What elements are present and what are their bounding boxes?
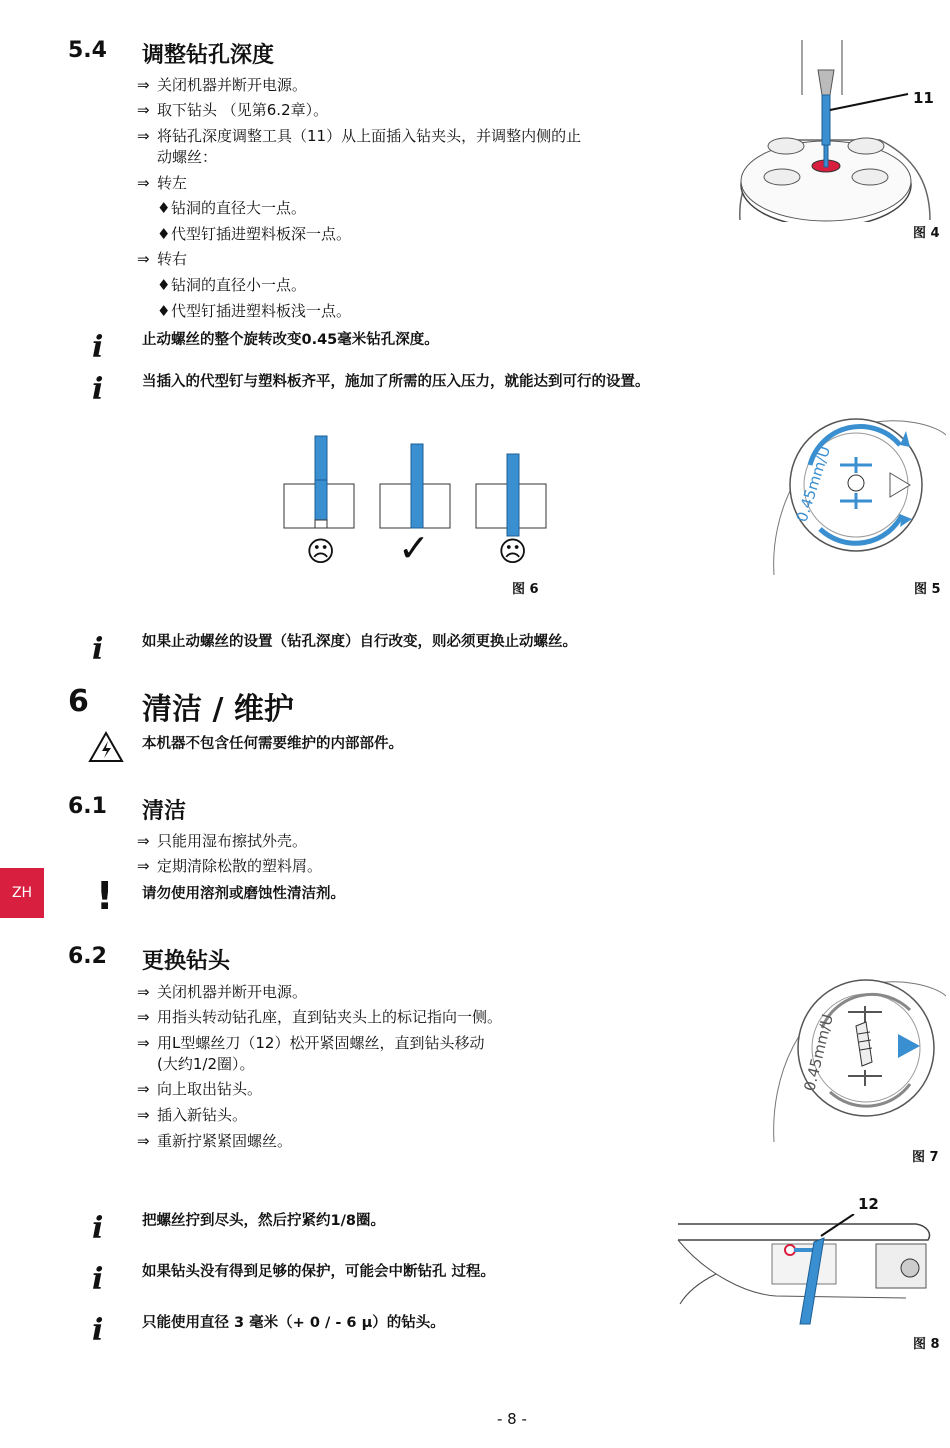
step-item: ⇒ 转右: [137, 250, 188, 268]
step-item: ⇒ 用指头转动钻孔座，直到钻夹头上的标记指向一侧。: [137, 1008, 503, 1026]
figure-4-drill-depth-tool: [730, 40, 940, 222]
info-note: 止动螺丝的整个旋转改变0.45毫米钻孔深度。: [142, 332, 439, 348]
step-item: ⇒ 只能用湿布擦拭外壳。: [137, 832, 308, 850]
step-item: ⇒ 将钻孔深度调整工具（11）从上面插入钻夹头，并调整内侧的止: [137, 127, 582, 145]
figure-8-caption: 图 8: [913, 1337, 940, 1352]
page-number: - 8 -: [497, 1410, 527, 1428]
chapter-title: 清洁 / 维护: [142, 692, 294, 727]
bullet-item: ♦代型钉插进塑料板浅一点。: [157, 302, 352, 320]
step-item-continued: (大约1/2圈）。: [157, 1055, 255, 1073]
info-icon: i: [92, 1313, 104, 1348]
caution-note: 请勿使用溶剂或磨蚀性清洁剂。: [142, 886, 345, 902]
info-note: 当插入的代型钉与塑料板齐平，施加了所需的压入压力，就能达到可行的设置。: [142, 374, 650, 390]
figure-5-caption: 图 5: [914, 582, 941, 597]
figure-8-l-screwdriver: [676, 1214, 944, 1338]
language-tab: ZH: [0, 868, 44, 918]
section-5-4-heading: [68, 38, 468, 68]
checkmark-icon: ✓: [398, 526, 430, 570]
exclamation-icon: !: [96, 874, 114, 918]
sad-face-icon: ☹: [306, 535, 336, 568]
sad-face-icon: ☹: [498, 535, 528, 568]
bullet-item: ♦钻洞的直径大一点。: [157, 199, 307, 217]
info-note: 如果钻头没有得到足够的保护，可能会中断钻孔 过程。: [142, 1264, 496, 1280]
step-item: ⇒ 关闭机器并断开电源。: [137, 983, 308, 1001]
bullet-item: ♦代型钉插进塑料板深一点。: [157, 225, 352, 243]
info-icon: i: [92, 330, 104, 365]
section-title: 调整钻孔深度: [142, 43, 275, 68]
dial-label: 0.45mm/U: [792, 443, 835, 525]
figure-5-stop-screw-dial: [770, 405, 946, 581]
section-title: 更换钻头: [142, 949, 231, 974]
pin-correct: [380, 444, 450, 528]
section-number: 6.1: [68, 794, 107, 819]
step-item: ⇒ 插入新钻头。: [137, 1106, 248, 1124]
chapter-6-heading: [68, 684, 468, 727]
figure-8-callout: 12: [858, 1195, 879, 1213]
pin-too-shallow: [284, 436, 354, 528]
info-icon: i: [92, 1262, 104, 1297]
figure-7-caption: 图 7: [912, 1150, 939, 1165]
info-icon: i: [92, 632, 104, 667]
pin-too-deep: [476, 454, 546, 536]
figure-4-callout: 11: [913, 89, 934, 107]
chapter-number: 6: [68, 684, 89, 719]
bullet-item: ♦钻洞的直径小一点。: [157, 276, 307, 294]
step-item: ⇒ 关闭机器并断开电源。: [137, 76, 308, 94]
section-title: 清洁: [142, 799, 187, 824]
step-item: ⇒ 取下钻头 （见第6.2章）。: [137, 101, 329, 119]
section-number: 6.2: [68, 944, 107, 969]
step-item: ⇒ 转左: [137, 174, 188, 192]
figure-4-caption: 图 4: [913, 226, 940, 241]
info-note: 如果止动螺丝的设置（钻孔深度）自行改变，则必须更换止动螺丝。: [142, 634, 577, 650]
section-6-2-heading: [68, 944, 468, 974]
section-6-1-heading: [68, 794, 468, 824]
figure-7-drill-chuck-dial: [770, 966, 946, 1146]
step-item: ⇒ 重新拧紧紧固螺丝。: [137, 1132, 293, 1150]
info-icon: i: [92, 372, 104, 407]
electrical-warning-icon: [88, 731, 124, 763]
figure-6-caption: 图 6: [512, 582, 539, 597]
dial-label: 0.45mm/U: [800, 1012, 837, 1093]
info-note: 把螺丝拧到尽头，然后拧紧约1/8圈。: [142, 1213, 385, 1229]
step-item-continued: 动螺丝：: [157, 148, 218, 166]
step-item: ⇒ 向上取出钻头。: [137, 1080, 263, 1098]
section-number: 5.4: [68, 38, 107, 63]
info-note: 只能使用直径 3 毫米（+ 0 / - 6 µ）的钻头。: [142, 1315, 445, 1331]
step-item: ⇒ 用L型螺丝刀（12）松开紧固螺丝，直到钻头移动: [137, 1034, 485, 1052]
warning-note: 本机器不包含任何需要维护的内部部件。: [142, 736, 403, 752]
info-icon: i: [92, 1211, 104, 1246]
step-item: ⇒ 定期清除松散的塑料屑。: [137, 857, 323, 875]
